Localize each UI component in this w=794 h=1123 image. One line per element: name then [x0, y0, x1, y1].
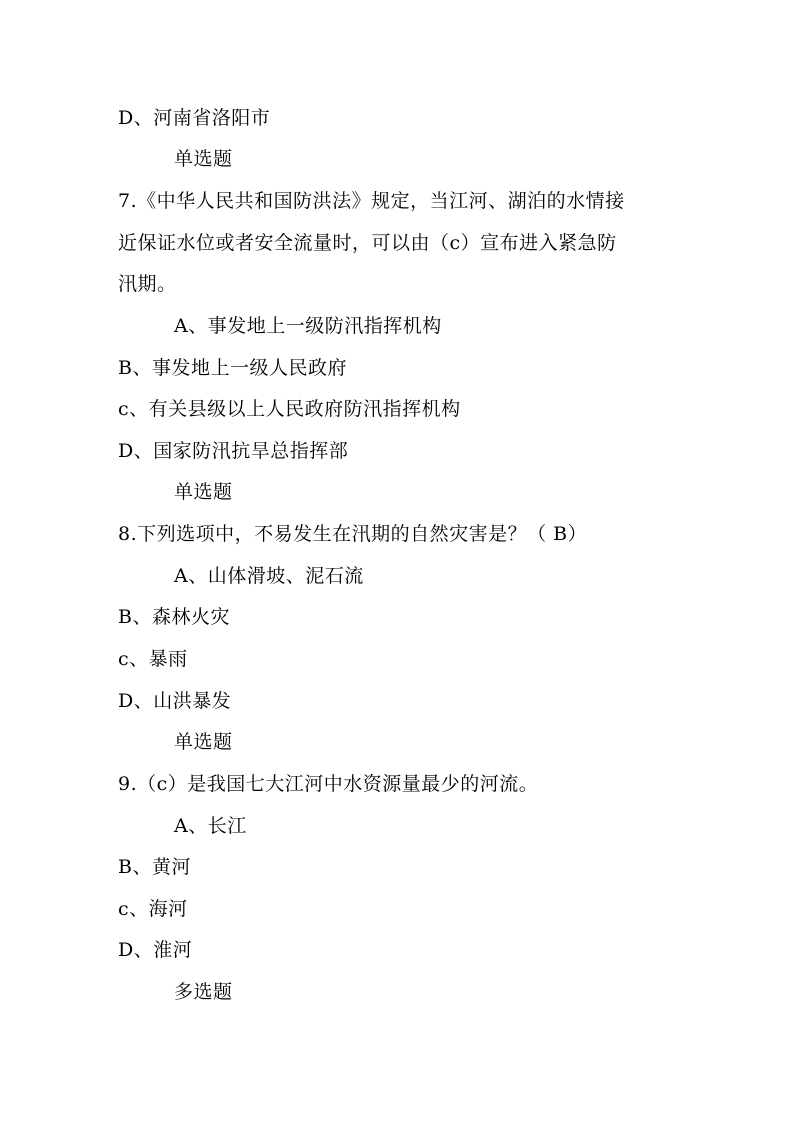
q6-option-d: D、河南省洛阳市 — [118, 107, 271, 129]
q7-option-d: D、国家防汛抗旱总指挥部 — [118, 440, 349, 462]
q9-option-b: B、黄河 — [118, 856, 191, 878]
q9-stem: 9.（c）是我国七大江河中水资源量最少的河流。 — [118, 773, 539, 795]
q7-option-c: c、有关县级以上人民政府防汛指挥机构 — [118, 398, 461, 420]
q8-option-c: c、暴雨 — [118, 648, 188, 670]
q8-type-label: 单选题 — [174, 481, 233, 503]
q8-option-a: A、山体滑坡、泥石流 — [174, 565, 364, 587]
q8-option-d: D、山洪暴发 — [118, 690, 232, 712]
q7-type-label: 单选题 — [174, 148, 233, 170]
q7-stem-line-2: 近保证水位或者安全流量时，可以由（c）宣布进入紧急防 — [118, 232, 617, 254]
q7-option-a: A、事发地上一级防汛指挥机构 — [174, 315, 442, 337]
q9-option-a: A、长江 — [174, 815, 247, 837]
q9-option-c: c、海河 — [118, 898, 188, 920]
q9-type-label: 单选题 — [174, 731, 233, 753]
q7-stem-line-1: 7.《中华人民共和国防洪法》规定，当江河、湖泊的水情接 — [118, 190, 625, 212]
q7-stem-line-3: 汛期。 — [118, 273, 177, 295]
q9-option-d: D、淮河 — [118, 939, 193, 961]
q8-stem: 8.下列选项中，不易发生在汛期的自然灾害是？（ B） — [118, 523, 588, 545]
q8-option-b: B、森林火灾 — [118, 606, 230, 628]
q10-type-label: 多选题 — [174, 981, 233, 1003]
q7-option-b: B、事发地上一级人民政府 — [118, 357, 347, 379]
